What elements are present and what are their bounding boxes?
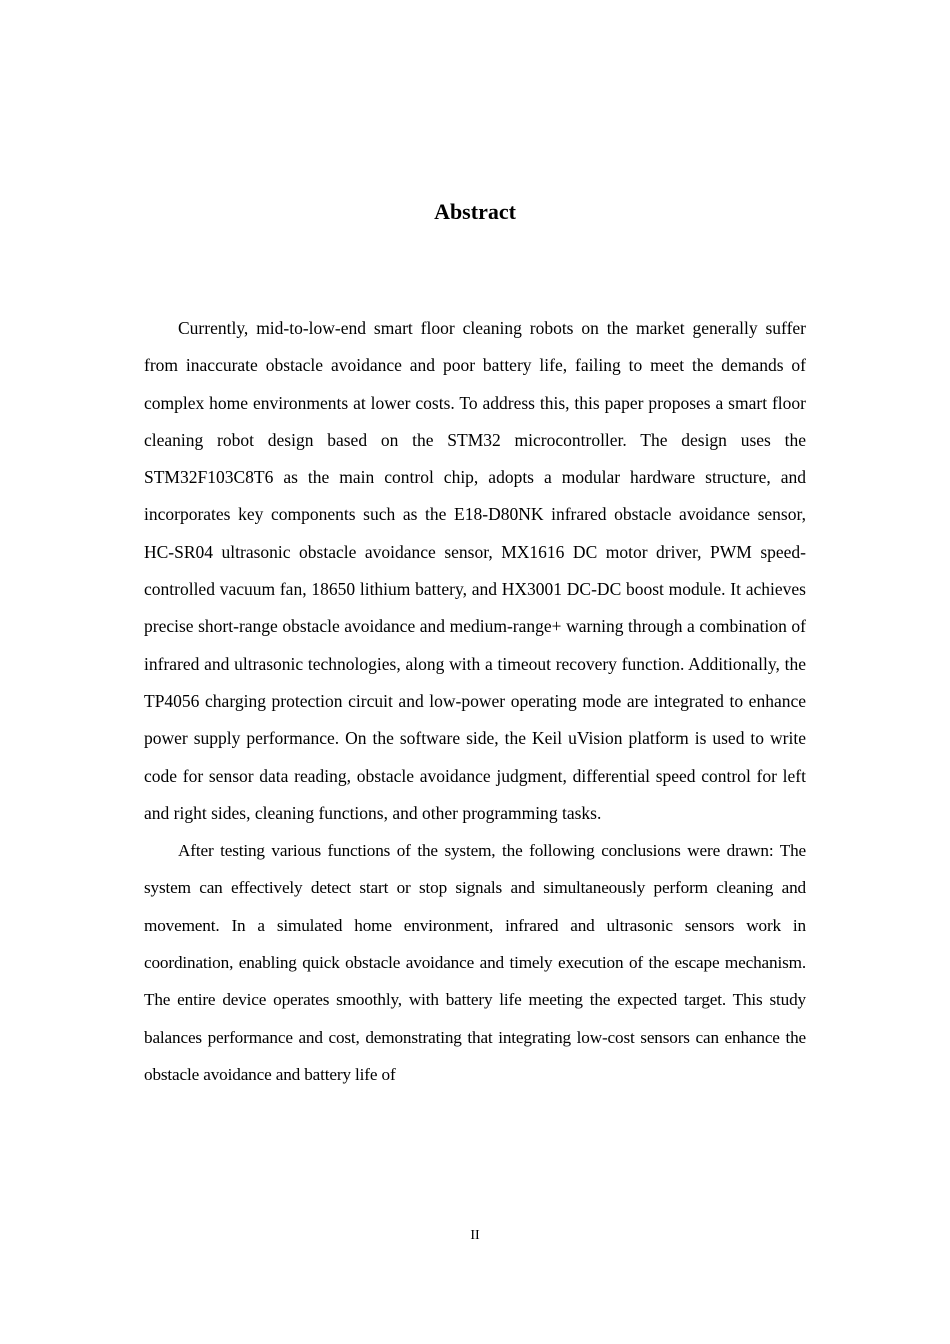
abstract-paragraph-1: Currently, mid-to-low-end smart floor cleaning robots on the market generally suffer from inaccurate obstacle avoidance and poor battery life, failing to meet the demands of complex home environments at lower costs. To address this, this paper proposes a smart floor cleaning robot design based on the STM32 microcontroller. The design uses the STM32F103C8T6 as the main control chip, adopts a modular hardware structure, and incorporates key components such as the E18-D80NK infrared obstacle avoidance sensor, HC-SR04 ultrasonic obstacle avoidance sensor, MX1616 DC motor driver, PWM speed-controlled vacuum fan, 18650 lithium battery, and HX3001 DC-DC boost module. It achieves precise short-range obstacle avoidance and medium-range+ warning through a combination of infrared and ultrasonic technologies, along with a timeout recovery function. Additionally, the TP4056 charging protection circuit and low-power operating mode are integrated to enhance power supply performance. On the software side, the Keil uVision platform is used to write code for sensor data reading, obstacle avoidance judgment, differential speed control for left and right sides, cleaning functions, and other programming tasks.	[144, 318, 806, 823]
abstract-title: Abstract	[434, 199, 516, 224]
abstract-paragraph-2: After testing various functions of the system, the following conclusions were drawn: The system can effectively detect start or stop signals and simultaneously perform cleaning and movement. In a simulated home environment, infrared and ultrasonic sensors work in coordination, enabling quick obstacle avoidance and timely execution of the escape mechanism. The entire device operates smoothly, with battery life meeting the expected target. This study balances performance and cost, demonstrating that integrating low-cost sensors can enhance the obstacle avoidance and battery life of	[144, 841, 806, 1084]
abstract-body	[144, 310, 806, 1093]
page-number: II	[470, 1228, 480, 1243]
